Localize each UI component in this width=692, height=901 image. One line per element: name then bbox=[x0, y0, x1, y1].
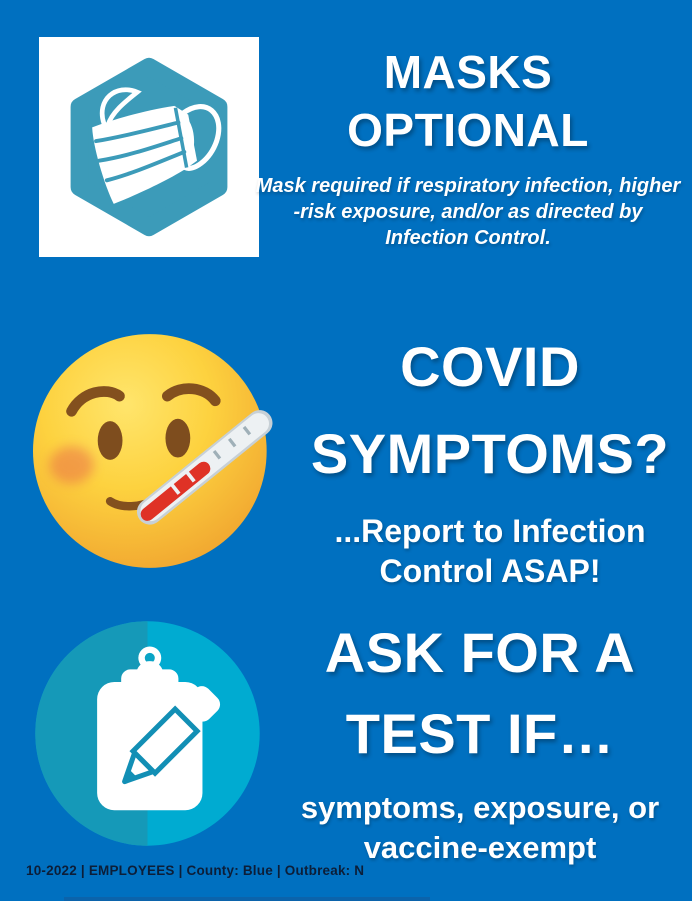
covid-subtitle-line-2: Control ASAP! bbox=[379, 552, 601, 589]
section-test-text bbox=[268, 623, 692, 868]
covid-title-line-1: COVID bbox=[400, 335, 580, 398]
face-with-thermometer-emoji bbox=[33, 334, 276, 568]
bottom-accent-bar bbox=[64, 897, 430, 901]
covid-title-line-2: SYMPTOMS? bbox=[310, 422, 670, 486]
test-subtitle-line-1: symptoms, exposure, or bbox=[300, 789, 660, 825]
footer-info-text: 10-2022 | EMPLOYEES | County: Blue | Outbreak: N bbox=[26, 863, 365, 878]
covid-subtitle-line-1: ...Report to Infection bbox=[334, 512, 646, 549]
test-subtitle bbox=[268, 788, 692, 868]
sick-emoji-box bbox=[33, 334, 276, 568]
covid-subtitle bbox=[288, 511, 692, 591]
masks-title-line-1: MASKS bbox=[383, 46, 553, 98]
test-title-line-1: ASK FOR A bbox=[324, 621, 636, 684]
test-subtitle-line-2: vaccine-exempt bbox=[363, 829, 597, 865]
masks-subtitle-line-3: Infection Control. bbox=[385, 226, 551, 249]
masks-subtitle bbox=[248, 173, 688, 251]
masks-subtitle-line-1: Mask required if respiratory infection, higher bbox=[255, 174, 681, 197]
face-mask-icon bbox=[51, 49, 247, 245]
masks-subtitle-line-2: -risk exposure, and/or as directed by bbox=[293, 200, 643, 223]
clipboard-pencil-circle-icon bbox=[33, 619, 262, 848]
masks-title-line-2: OPTIONAL bbox=[347, 103, 589, 156]
test-title-line-2: TEST IF… bbox=[345, 702, 615, 766]
section-covid-text bbox=[288, 337, 692, 591]
section-masks-text bbox=[248, 48, 688, 251]
test-icon-circle-box bbox=[33, 619, 262, 848]
mask-icon-box bbox=[39, 37, 259, 257]
